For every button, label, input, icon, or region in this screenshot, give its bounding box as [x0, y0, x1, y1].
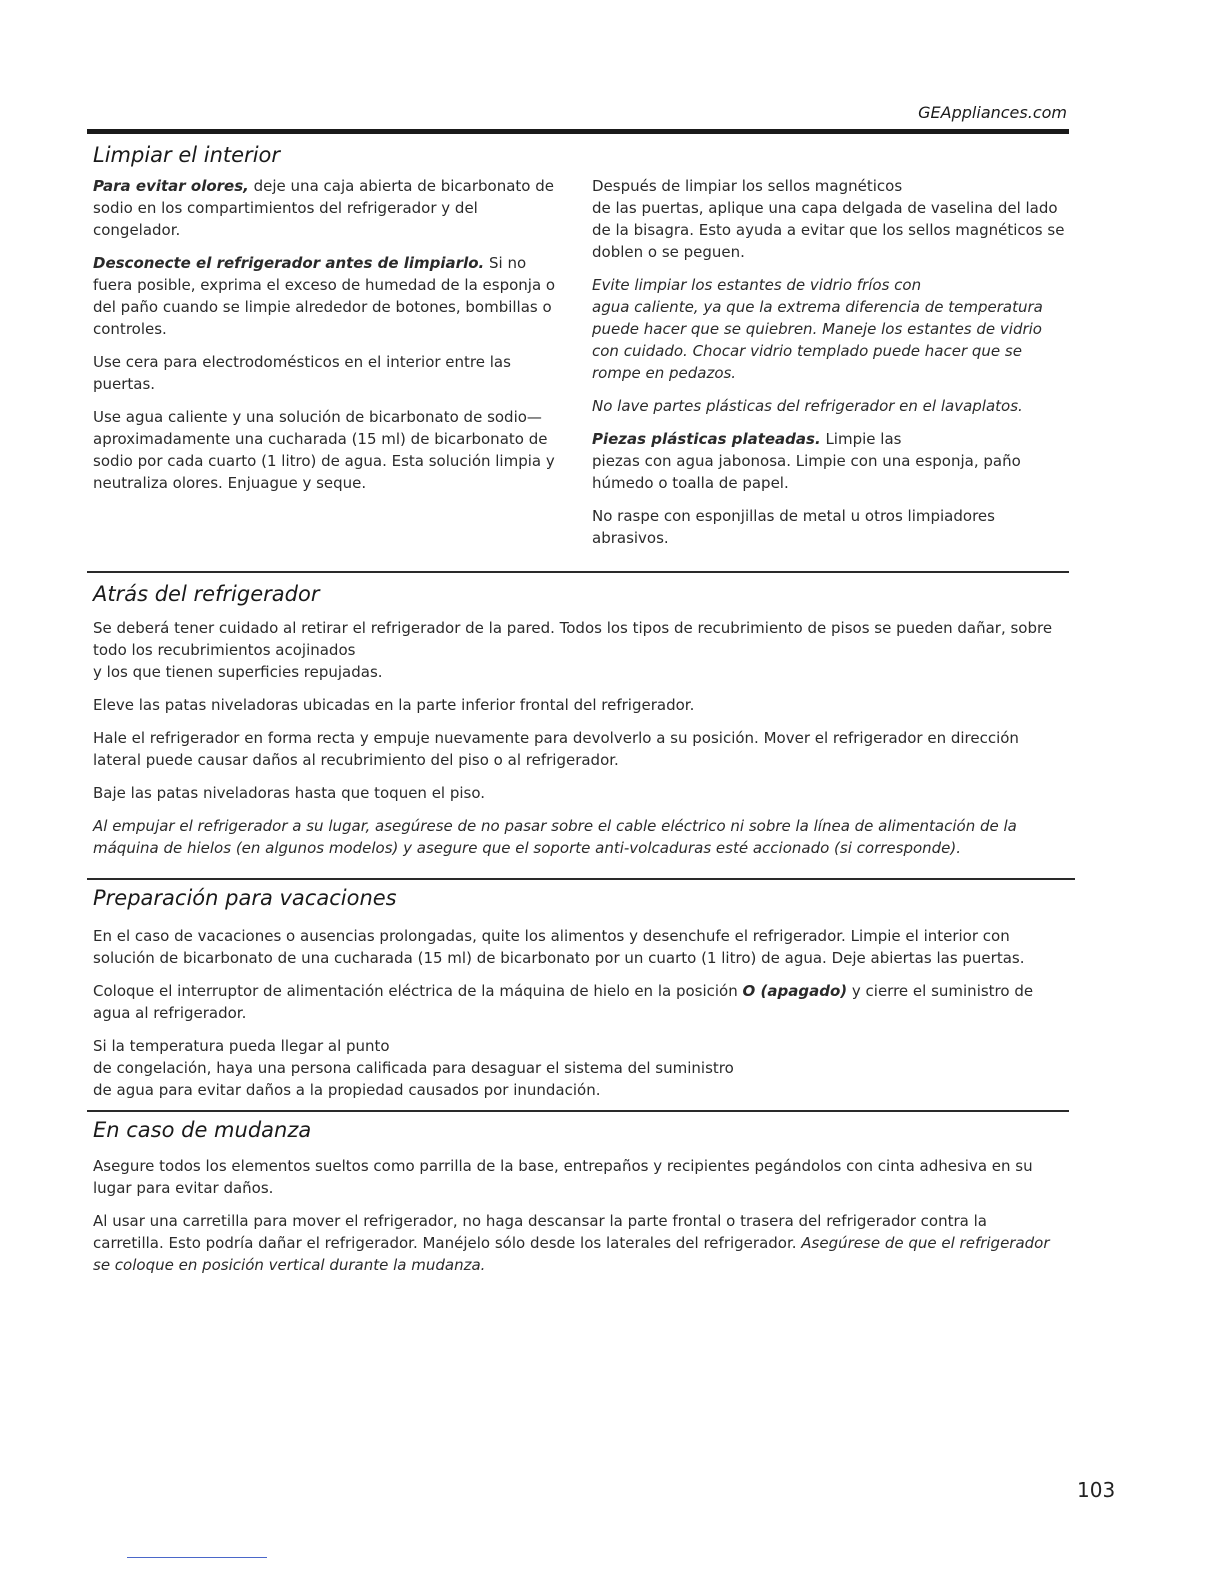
footer-link-line [127, 1557, 267, 1558]
behind-body [93, 617, 1071, 870]
paragraph: Coloque el interruptor de alimentación eléctrica de la máquina de hielo en la posición O (apagado) y cierre el suministro de agua al refrigerador. [93, 982, 1034, 1022]
vacation-body [93, 925, 1058, 1112]
section-title-vacation: Preparación para vacaciones [93, 886, 397, 910]
site-url: GEAppliances.com [918, 103, 1067, 122]
paragraph: No lave partes plásticas del refrigerador en el lavaplatos. [592, 397, 1023, 415]
paragraph: No raspe con esponjillas de metal u otros limpiadores abrasivos. [592, 507, 995, 547]
section-divider [87, 1110, 1069, 1112]
section-title-behind: Atrás del refrigerador [93, 582, 320, 606]
paragraph: Si la temperatura pueda llegar al punto de congelación, haya una persona calificada para desaguar el sistema del suministro de agua para evitar daños a la propiedad causados por inundación. [93, 1037, 734, 1099]
interior-left-column [93, 175, 558, 505]
paragraph: Baje las patas niveladoras hasta que toquen el piso. [93, 784, 486, 802]
interior-right-column [592, 175, 1070, 560]
paragraph: Al empujar el refrigerador a su lugar, asegúrese de no pasar sobre el cable eléctrico ni sobre la línea de alimentación de la máquina de hielos (en algunos modelos) y asegure que el soporte anti-volcaduras esté accionado (si corresponde). [93, 817, 1017, 857]
section-divider [87, 571, 1069, 573]
paragraph: Para evitar olores, deje una caja abierta de bicarbonato de sodio en los compartimientos del refrigerador y del congelador. [93, 177, 554, 239]
paragraph: Evite limpiar los estantes de vidrio fríos con agua caliente, ya que la extrema diferencia de temperatura puede hacer que se quiebren. Maneje los estantes de vidrio con cuidado. Chocar vidrio templado puede hacer que se rompe en pedazos. [592, 276, 1043, 382]
section-title-interior: Limpiar el interior [93, 143, 281, 167]
paragraph: Piezas plásticas plateadas. Limpie las piezas con agua jabonosa. Limpie con una esponja, paño húmedo o toalla de papel. [592, 430, 1021, 492]
moving-body [93, 1155, 1058, 1287]
section-divider [87, 878, 1075, 880]
paragraph: Eleve las patas niveladoras ubicadas en la parte inferior frontal del refrigerador. [93, 696, 695, 714]
lead-text: Desconecte el refrigerador antes de limpiarlo. [93, 254, 485, 272]
paragraph: Asegure todos los elementos sueltos como parrilla de la base, entrepaños y recipientes pegándolos con cinta adhesiva en su lugar para evitar daños. [93, 1157, 1033, 1197]
paragraph: Después de limpiar los sellos magnéticos de las puertas, aplique una capa delgada de vaselina del lado de la bisagra. Esto ayuda a evitar que los sellos magnéticos se doblen o se peguen. [592, 177, 1065, 261]
paragraph: Se deberá tener cuidado al retirar el refrigerador de la pared. Todos los tipos de recubrimiento de pisos se pueden dañar, sobre todo los recubrimientos acojinados y los que tienen superficies repujadas. [93, 619, 1053, 681]
paragraph: Desconecte el refrigerador antes de limpiarlo. Si no fuera posible, exprima el exceso de humedad de la esponja o del paño cuando se limpie alrededor de botones, bombillas o controles. [93, 254, 556, 338]
paragraph: En el caso de vacaciones o ausencias prolongadas, quite los alimentos y desenchufe el refrigerador. Limpie el interior con solución de bicarbonato de una cucharada (15 ml) de bicarbonato por un cuarto (1 litro) de agua. Deje abiertas las puertas. [93, 927, 1025, 967]
page-number: 103 [1077, 1478, 1116, 1502]
lead-text: Para evitar olores, [93, 177, 249, 195]
header-rule [87, 129, 1069, 134]
paragraph: Hale el refrigerador en forma recta y empuje nuevamente para devolverlo a su posición. Mover el refrigerador en dirección lateral puede causar daños al recubrimiento del piso o al refrigerador. [93, 729, 1019, 769]
lead-text: Piezas plásticas plateadas. [592, 430, 821, 448]
paragraph: Use agua caliente y una solución de bicarbonato de sodio—aproximadamente una cucharada (15 ml) de bicarbonato de sodio por cada cuarto (1 litro) de agua. Esta solución limpia y neutraliza olores. Enjuague y seque. [93, 408, 555, 492]
paragraph: Use cera para electrodomésticos en el interior entre las puertas. [93, 353, 511, 393]
paragraph: Al usar una carretilla para mover el refrigerador, no haga descansar la parte frontal o trasera del refrigerador contra la carretilla. Esto podría dañar el refrigerador. Manéjelo sólo desde los laterales del refrigerador. Asegúrese de que el refrigerador se coloque en posición vertical durante la mudanza. [93, 1212, 1050, 1274]
section-title-moving: En caso de mudanza [93, 1118, 312, 1142]
setting-label: O (apagado) [742, 982, 848, 1000]
